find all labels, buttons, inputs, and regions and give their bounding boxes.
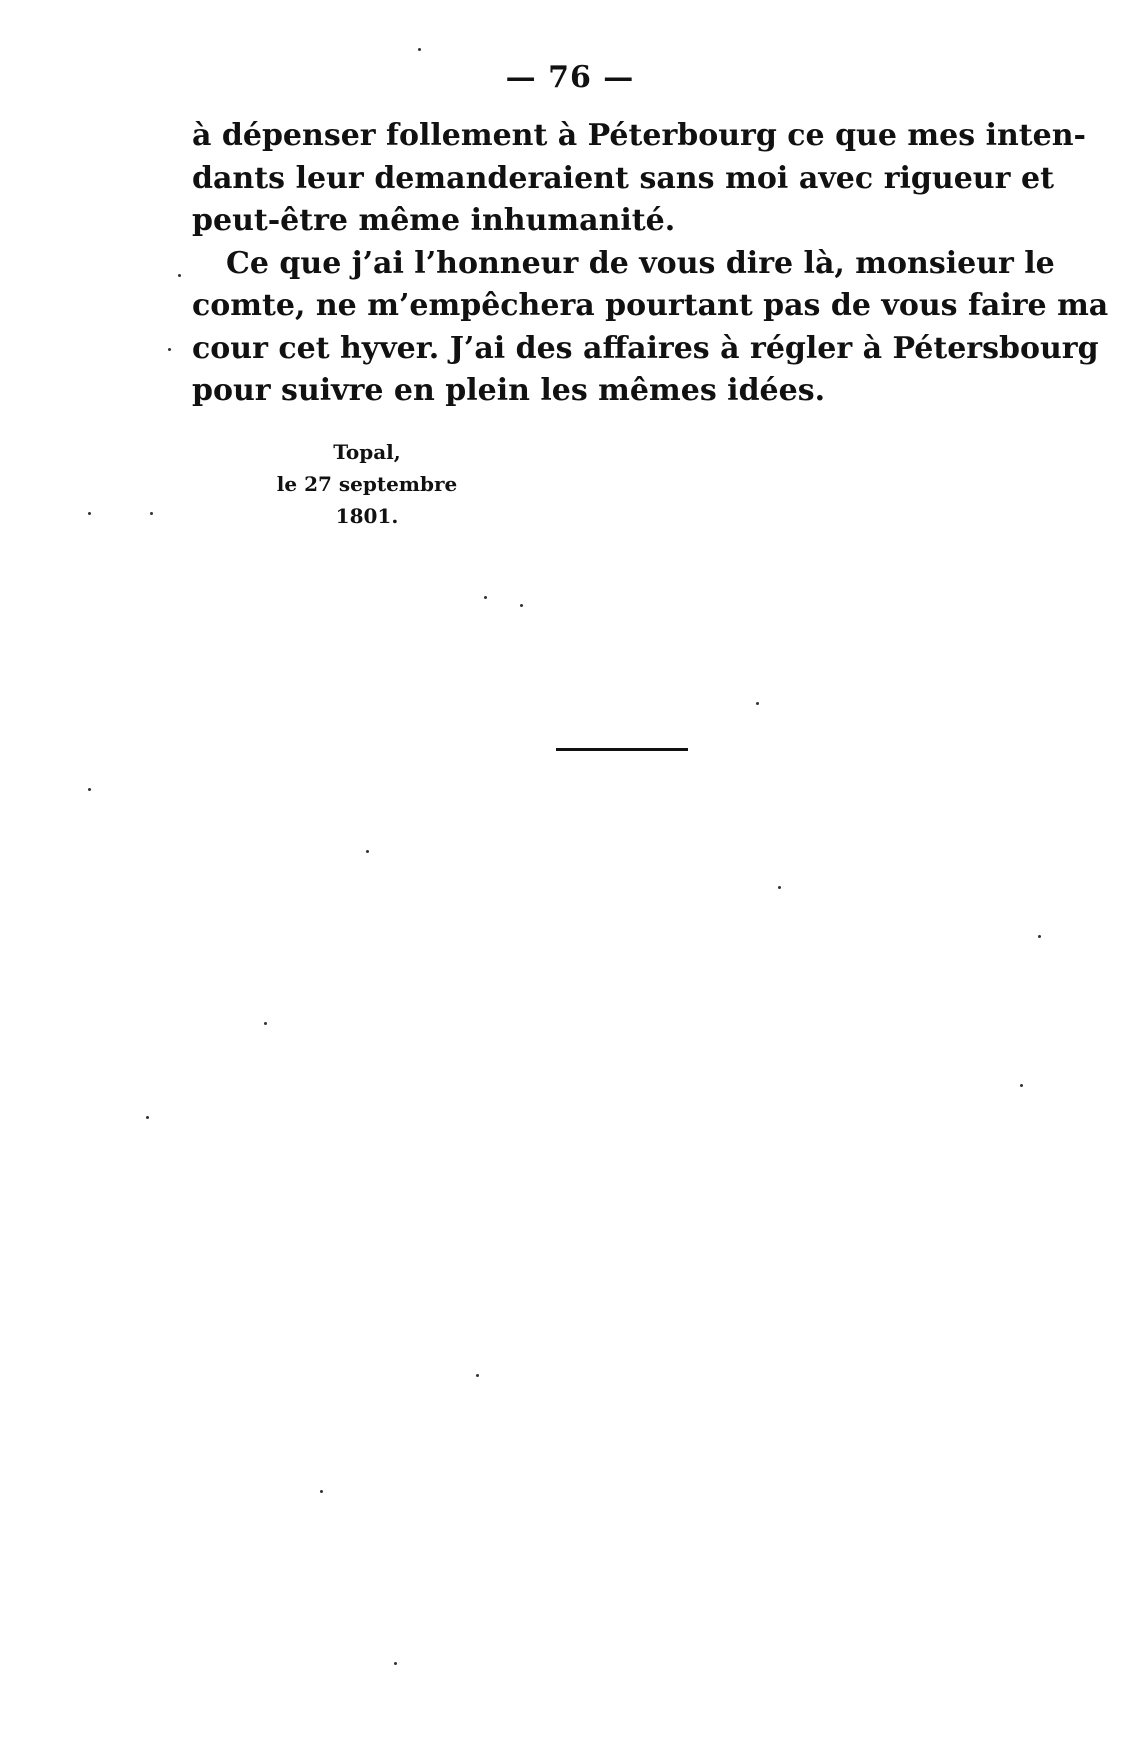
scan-speck <box>1020 1084 1023 1087</box>
text-line: dants leur demanderaient sans moi avec rigueur et <box>192 160 1054 196</box>
scan-speck <box>178 274 181 277</box>
scan-speck <box>88 512 91 515</box>
text-line: comte, ne m’empêchera pourtant pas de vous faire ma <box>192 288 1109 323</box>
scan-speck <box>418 48 421 51</box>
scan-speck <box>320 1490 323 1493</box>
paragraph-1 <box>192 115 1086 243</box>
scan-speck <box>520 604 523 607</box>
scan-speck <box>150 512 153 515</box>
signature-place: Topal, <box>333 440 401 464</box>
text-line: peut-être même inhumanité. <box>192 203 676 238</box>
scan-speck <box>146 1116 149 1119</box>
scan-speck <box>484 596 487 599</box>
text-line: à dépenser follement à Péterbourg ce que mes inten- <box>192 118 1086 153</box>
body-text <box>192 115 1109 413</box>
signature-date: le 27 septembre <box>276 472 458 496</box>
scan-speck <box>264 1022 267 1025</box>
text-line: cour cet hyver. J’ai des affaires à régler à Pétersbourg <box>192 330 1099 366</box>
scan-speck <box>394 1662 397 1665</box>
signature-block <box>262 436 472 532</box>
scan-speck <box>168 348 171 351</box>
text-line: pour suivre en plein les mêmes idées. <box>192 373 826 408</box>
scan-speck <box>756 702 759 705</box>
scan-speck <box>778 886 781 889</box>
scan-speck <box>476 1374 479 1377</box>
page-number: — 76 — <box>505 60 635 95</box>
signature-year: 1801. <box>335 504 399 528</box>
scan-speck <box>1038 935 1041 938</box>
text-line: Ce que j’ai l’honneur de vous dire là, monsieur le <box>226 245 1055 281</box>
scan-speck <box>88 788 91 791</box>
scan-speck <box>366 850 369 853</box>
paragraph-2 <box>192 243 1109 413</box>
end-rule <box>556 748 688 751</box>
